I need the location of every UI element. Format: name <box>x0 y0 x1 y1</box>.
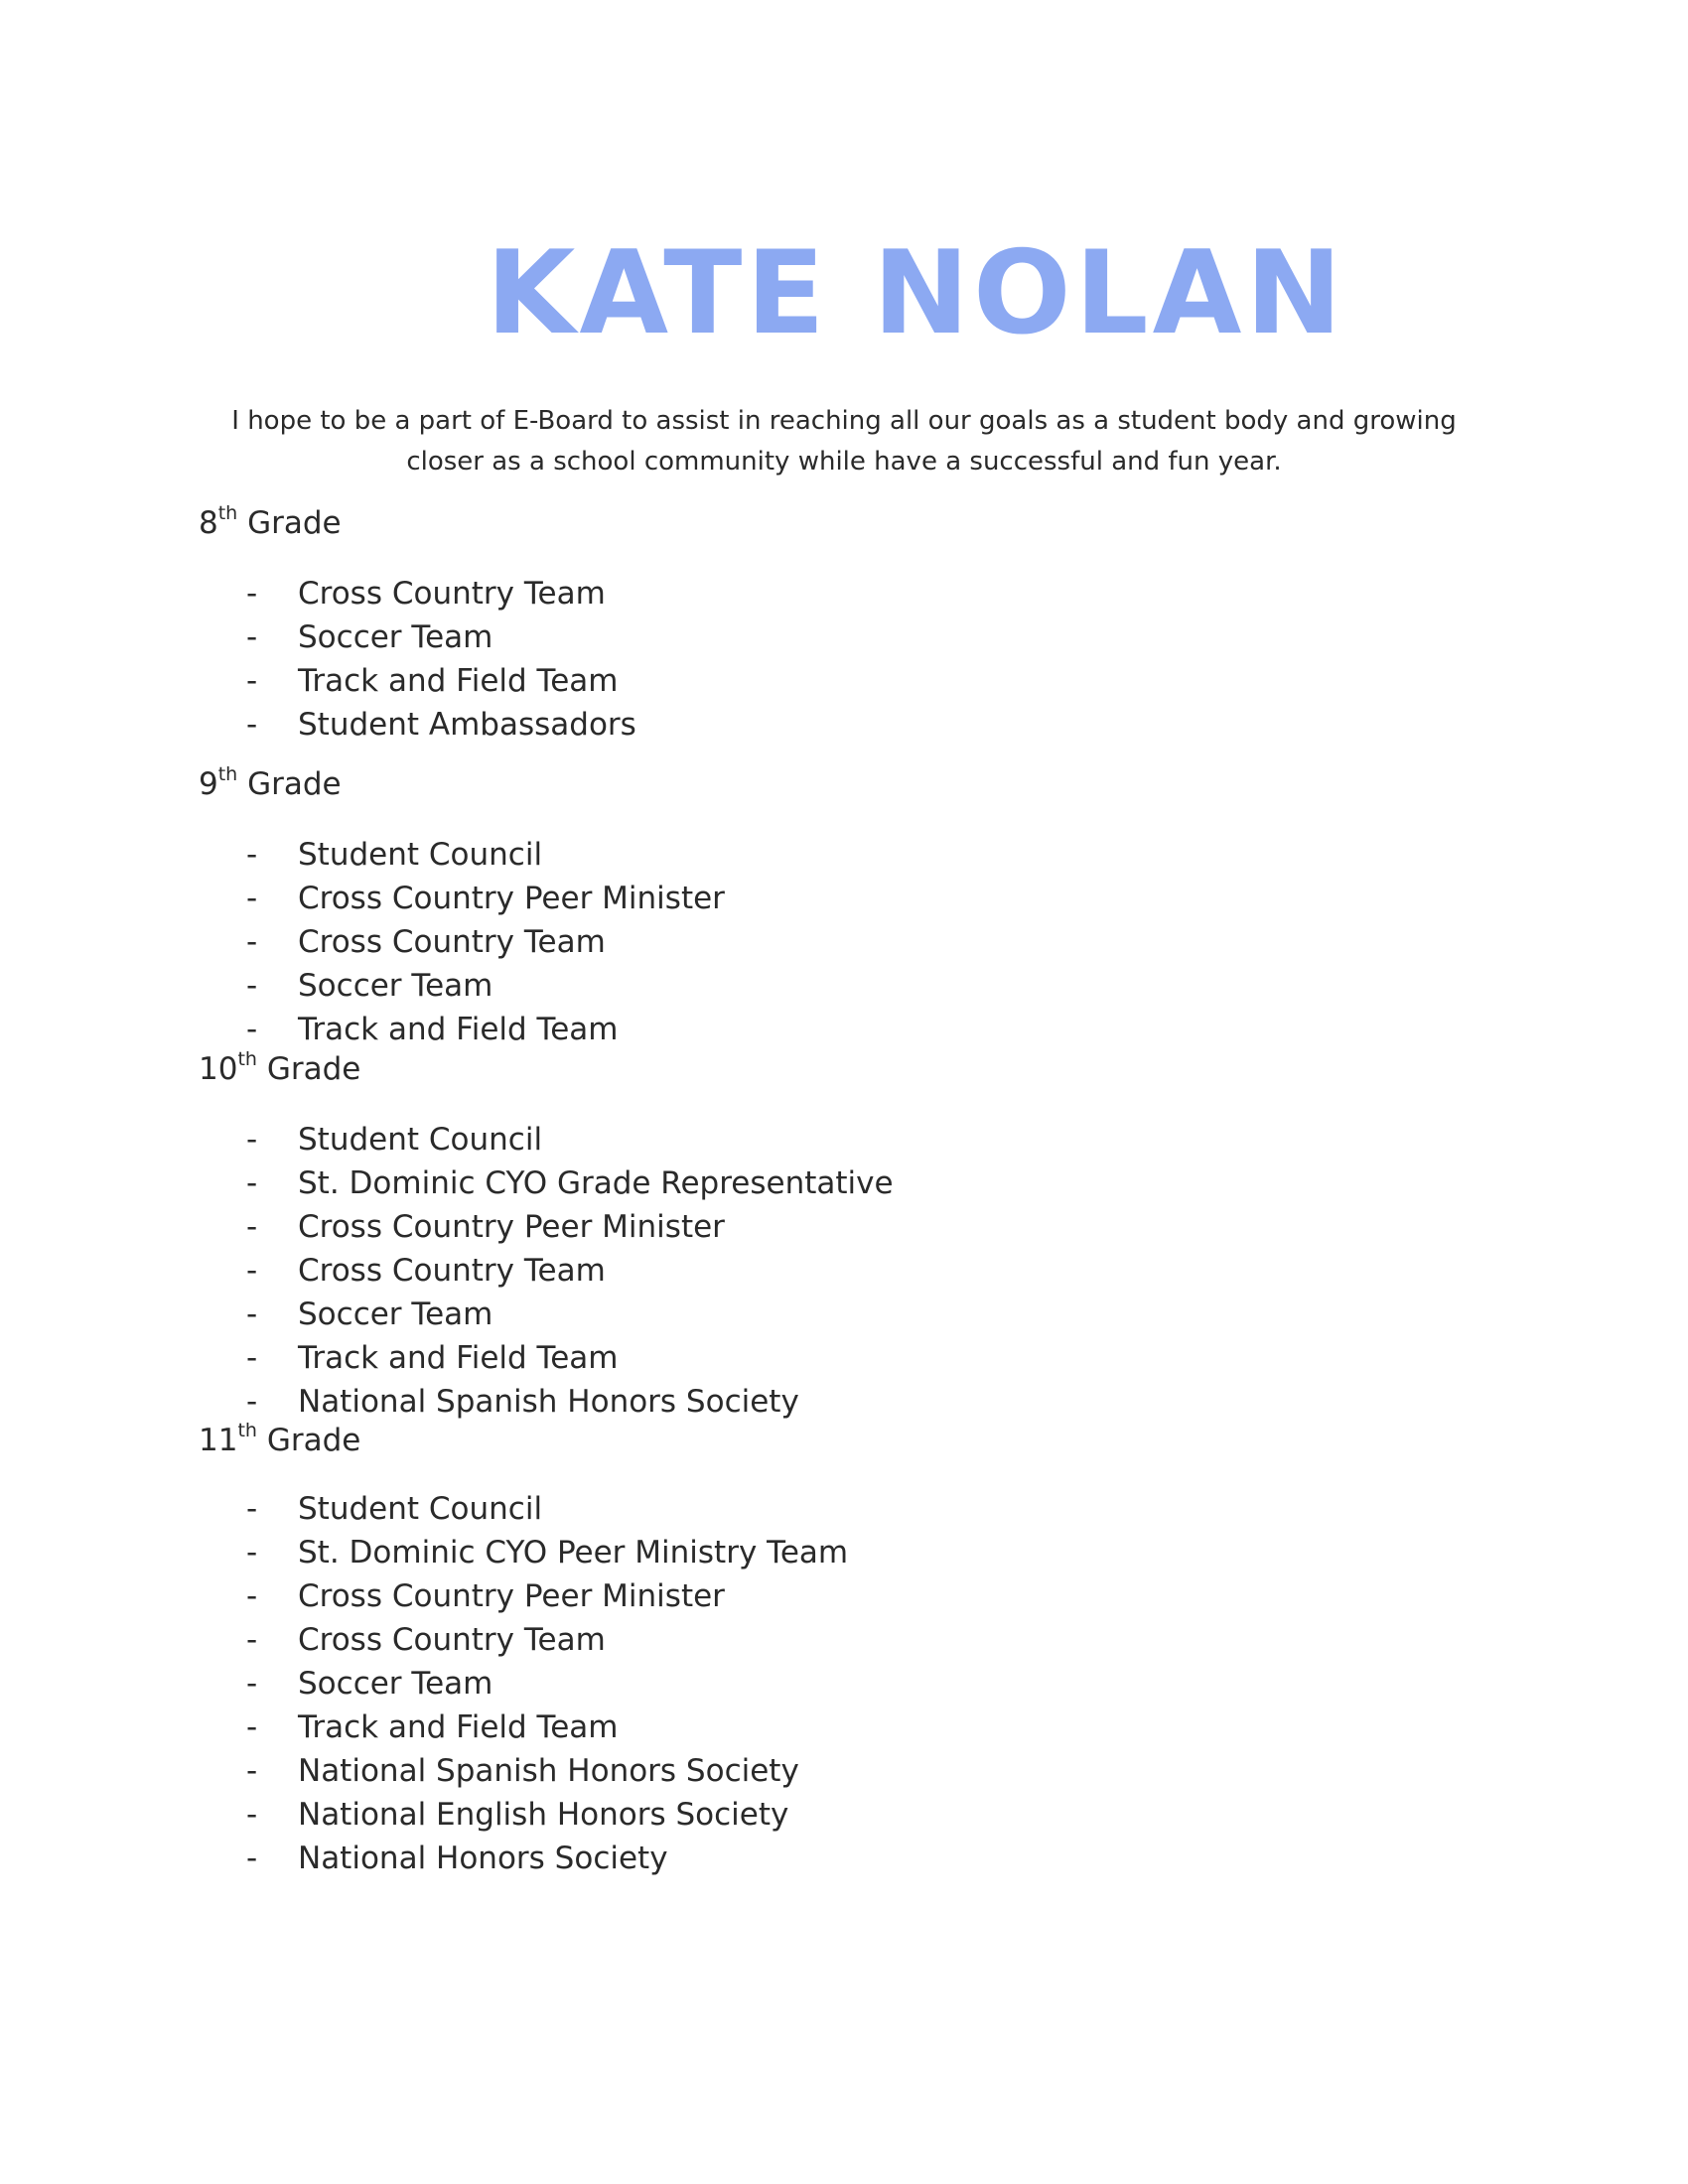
bullet-dash: - <box>246 1209 258 1245</box>
bullet-dash: - <box>246 1122 258 1158</box>
bullet-dash: - <box>246 619 258 655</box>
grade-suffix: th <box>217 502 238 524</box>
bullet-dash: - <box>246 1709 258 1745</box>
activity: Soccer Team <box>298 968 493 1004</box>
bullet-dash: - <box>246 1491 258 1527</box>
activity: St. Dominic CYO Peer Ministry Team <box>298 1535 849 1570</box>
bullet-dash: - <box>246 1012 258 1047</box>
activity: Track and Field Team <box>298 1709 619 1745</box>
activity: Track and Field Team <box>298 1012 619 1047</box>
bullet-dash: - <box>246 707 258 743</box>
activity: Cross Country Peer Minister <box>298 1209 725 1245</box>
bullet-dash: - <box>246 1666 258 1702</box>
activity: Student Ambassadors <box>298 707 636 743</box>
grade-9-heading <box>199 763 342 802</box>
activity: National Spanish Honors Society <box>298 1753 799 1789</box>
grade-suffix: th <box>237 1048 257 1070</box>
grade-label: Grade <box>266 1423 361 1458</box>
bullet-dash: - <box>246 1622 258 1658</box>
activity: Cross Country Peer Minister <box>298 881 725 916</box>
bullet-dash: - <box>246 1578 258 1614</box>
activity: Soccer Team <box>298 619 493 655</box>
activity: Soccer Team <box>298 1297 493 1332</box>
bullet-dash: - <box>246 1384 258 1420</box>
grade-8-heading <box>199 502 342 541</box>
bullet-dash: - <box>246 1753 258 1789</box>
activity: Cross Country Team <box>298 1622 606 1658</box>
bullet-dash: - <box>246 881 258 916</box>
candidate-statement: I hope to be a part of E-Board to assist in reaching all our goals as a student body and growing closer as a school community while have a successful and fun year. <box>231 406 1457 477</box>
activity: Student Council <box>298 1122 543 1158</box>
grade-10-heading <box>199 1048 361 1087</box>
activity: National Honors Society <box>298 1841 668 1876</box>
bullet-dash: - <box>246 1797 258 1833</box>
activity: National Spanish Honors Society <box>298 1384 799 1420</box>
bullet-dash: - <box>246 924 258 960</box>
bullet-dash: - <box>246 968 258 1004</box>
grade-number: 11 <box>199 1423 238 1458</box>
bullet-dash: - <box>246 1165 258 1201</box>
activity: Cross Country Team <box>298 576 606 612</box>
candidate-name: KATE NOLAN <box>486 226 1346 360</box>
activity: Cross Country Team <box>298 1253 606 1289</box>
activity: Student Council <box>298 837 543 873</box>
grade-label: Grade <box>247 766 342 802</box>
activity: St. Dominic CYO Grade Representative <box>298 1165 894 1201</box>
activity: Track and Field Team <box>298 663 619 699</box>
grade-label: Grade <box>266 1051 361 1087</box>
bullet-dash: - <box>246 1340 258 1376</box>
activity: Track and Field Team <box>298 1340 619 1376</box>
activity: Soccer Team <box>298 1666 493 1702</box>
bullet-dash: - <box>246 1841 258 1876</box>
bullet-dash: - <box>246 576 258 612</box>
bullet-dash: - <box>246 837 258 873</box>
grade-suffix: th <box>217 763 238 785</box>
grade-number: 9 <box>199 766 218 802</box>
grade-suffix: th <box>237 1420 257 1441</box>
bullet-dash: - <box>246 1535 258 1570</box>
activity: Cross Country Peer Minister <box>298 1578 725 1614</box>
grade-label: Grade <box>247 505 342 541</box>
grade-number: 10 <box>199 1051 238 1087</box>
bullet-dash: - <box>246 1253 258 1289</box>
grade-number: 8 <box>199 505 218 541</box>
activity: Student Council <box>298 1491 543 1527</box>
activity: National English Honors Society <box>298 1797 789 1833</box>
bullet-dash: - <box>246 663 258 699</box>
bullet-dash: - <box>246 1297 258 1332</box>
activity: Cross Country Team <box>298 924 606 960</box>
grade-11-heading <box>199 1420 361 1458</box>
